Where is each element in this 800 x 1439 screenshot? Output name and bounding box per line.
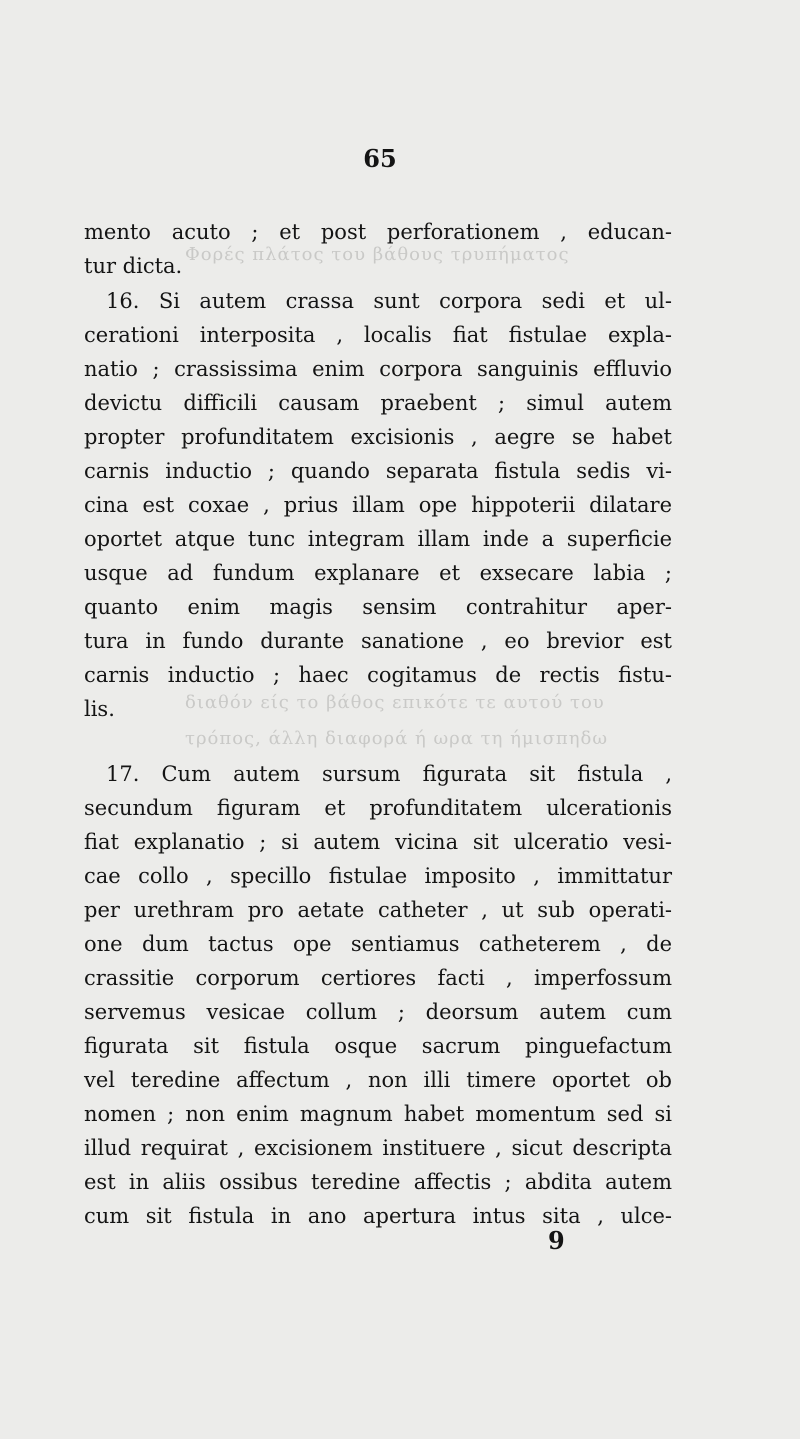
text-line: est in aliis ossibus teredine affectis ; abdita autem: [84, 1170, 672, 1194]
paragraph-16: [84, 284, 672, 726]
text-line: 16. Si autem crassa sunt corpora sedi et ul-: [106, 289, 672, 313]
text-line: devictu difficili causam praebent ; simul autem: [84, 391, 672, 415]
text-line: vel teredine affectum , non illi timere oportet ob: [84, 1068, 672, 1092]
show-through-text: Φορές πλάτος του βάθους τρυπήματος: [185, 244, 570, 265]
text-line: nomen ; non enim magnum habet momentum sed si: [84, 1102, 672, 1126]
text-line: tura in fundo durante sanatione , eo brevior est: [84, 629, 672, 653]
text-line: 17. Cum autem sursum figurata sit fistula ,: [106, 762, 672, 786]
text-line: cerationi interposita , localis fiat fistulae expla-: [84, 323, 672, 347]
paragraph-continuation: [84, 215, 672, 283]
text-line: natio ; crassissima enim corpora sanguinis effluvio: [84, 357, 672, 381]
text-line: oportet atque tunc integram illam inde a superficie: [84, 527, 672, 551]
text-line: crassitie corporum certiores facti , imperfossum: [84, 966, 672, 990]
text-line: illud requirat , excisionem instituere , sicut descripta: [84, 1136, 672, 1160]
text-line: usque ad fundum explanare et exsecare labia ;: [84, 561, 672, 585]
text-line: carnis inductio ; quando separata fistula sedis vi-: [84, 459, 672, 483]
text-line: fiat explanatio ; si autem vicina sit ulceratio vesi-: [84, 830, 672, 854]
text-line: cina est coxae , prius illam ope hippoterii dilatare: [84, 493, 672, 517]
page-number: 65: [363, 144, 397, 173]
show-through-text: διαθόν είς το βάθος επικότε τε αυτού του: [185, 692, 605, 713]
text-line: cum sit fistula in ano apertura intus sita , ulce-: [84, 1204, 672, 1228]
text-line: per urethram pro aetate catheter , ut sub operati-: [84, 898, 672, 922]
show-through-text: τρόπος, άλλη διαφορά ή ωρα τη ήμισπηδω: [185, 728, 609, 749]
text-line: lis.: [84, 697, 115, 721]
text-line: servemus vesicae collum ; deorsum autem cum: [84, 1000, 672, 1024]
text-line: carnis inductio ; haec cogitamus de rectis fistu-: [84, 663, 672, 687]
text-line: cae collo , specillo fistulae imposito , immittatur: [84, 864, 672, 888]
text-line: quanto enim magis sensim contrahitur aper-: [84, 595, 672, 619]
text-line: tur dicta.: [84, 254, 183, 278]
signature-mark: 9: [548, 1226, 565, 1255]
text-line: one dum tactus ope sentiamus catheterem , de: [84, 932, 672, 956]
text-line: figurata sit fistula osque sacrum pinguefactum: [84, 1034, 672, 1058]
text-line: secundum figuram et profunditatem ulcerationis: [84, 796, 672, 820]
text-line: mento acuto ; et post perforationem , educan-: [84, 220, 672, 244]
paragraph-17: [84, 757, 672, 1233]
text-line: propter profunditatem excisionis , aegre se habet: [84, 425, 672, 449]
